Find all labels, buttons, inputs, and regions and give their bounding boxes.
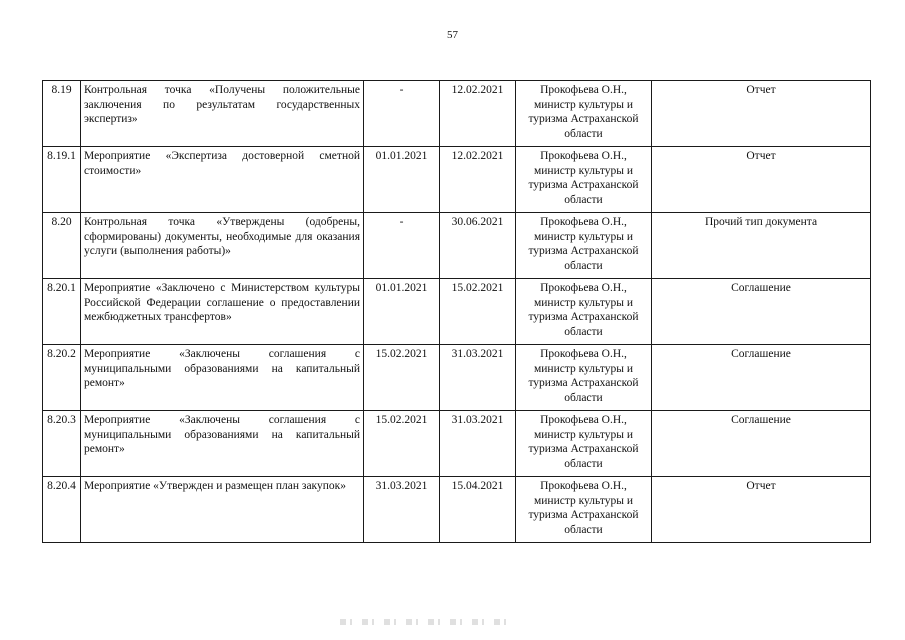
table-row xyxy=(43,411,871,477)
row-end-date: 31.03.2021 xyxy=(440,345,516,411)
row-end-date: 15.02.2021 xyxy=(440,279,516,345)
row-end-date: 12.02.2021 xyxy=(440,147,516,213)
scan-artifact xyxy=(340,619,510,625)
row-start-date: 01.01.2021 xyxy=(364,279,440,345)
row-document-type: Прочий тип документа xyxy=(652,213,871,279)
row-name: Контрольная точка «Получены положительные заключения по результатам государственных экспертиз» xyxy=(81,81,364,147)
table-row xyxy=(43,345,871,411)
row-start-date: 31.03.2021 xyxy=(364,477,440,543)
table-row xyxy=(43,147,871,213)
row-name: Контрольная точка «Утверждены (одобрены, сформированы) документы, необходимые для оказания услуги (выполнения работы)» xyxy=(81,213,364,279)
row-number: 8.20.1 xyxy=(43,279,81,345)
row-name: Мероприятие «Заключены соглашения с муниципальными образованиями на капитальный ремонт» xyxy=(81,411,364,477)
row-start-date: - xyxy=(364,213,440,279)
row-name: Мероприятие «Утвержден и размещен план закупок» xyxy=(81,477,364,543)
table-row xyxy=(43,213,871,279)
row-responsible: Прокофьева О.Н., министр культуры и туризма Астраханской области xyxy=(516,81,652,147)
table-row xyxy=(43,81,871,147)
row-responsible: Прокофьева О.Н., министр культуры и туризма Астраханской области xyxy=(516,279,652,345)
row-start-date: 01.01.2021 xyxy=(364,147,440,213)
row-document-type: Соглашение xyxy=(652,279,871,345)
row-name: Мероприятие «Заключено с Министерством культуры Российской Федерации соглашение о предоставлении межбюджетных трансфертов» xyxy=(81,279,364,345)
row-end-date: 15.04.2021 xyxy=(440,477,516,543)
page-number: 57 xyxy=(447,29,458,41)
table-row xyxy=(43,477,871,543)
row-start-date: 15.02.2021 xyxy=(364,345,440,411)
row-document-type: Соглашение xyxy=(652,411,871,477)
row-name: Мероприятие «Заключены соглашения с муниципальными образованиями на капитальный ремонт» xyxy=(81,345,364,411)
row-responsible: Прокофьева О.Н., министр культуры и туризма Астраханской области xyxy=(516,477,652,543)
table-row xyxy=(43,279,871,345)
row-name: Мероприятие «Экспертиза достоверной сметной стоимости» xyxy=(81,147,364,213)
row-responsible: Прокофьева О.Н., министр культуры и туризма Астраханской области xyxy=(516,147,652,213)
row-end-date: 30.06.2021 xyxy=(440,213,516,279)
row-responsible: Прокофьева О.Н., министр культуры и туризма Астраханской области xyxy=(516,345,652,411)
row-number: 8.20.4 xyxy=(43,477,81,543)
row-document-type: Соглашение xyxy=(652,345,871,411)
row-end-date: 12.02.2021 xyxy=(440,81,516,147)
row-responsible: Прокофьева О.Н., министр культуры и туризма Астраханской области xyxy=(516,411,652,477)
row-document-type: Отчет xyxy=(652,81,871,147)
row-start-date: - xyxy=(364,81,440,147)
plan-table xyxy=(42,80,871,543)
row-number: 8.19 xyxy=(43,81,81,147)
row-document-type: Отчет xyxy=(652,147,871,213)
row-number: 8.20 xyxy=(43,213,81,279)
row-document-type: Отчет xyxy=(652,477,871,543)
row-end-date: 31.03.2021 xyxy=(440,411,516,477)
row-number: 8.19.1 xyxy=(43,147,81,213)
row-responsible: Прокофьева О.Н., министр культуры и туризма Астраханской области xyxy=(516,213,652,279)
row-start-date: 15.02.2021 xyxy=(364,411,440,477)
row-number: 8.20.2 xyxy=(43,345,81,411)
row-number: 8.20.3 xyxy=(43,411,81,477)
